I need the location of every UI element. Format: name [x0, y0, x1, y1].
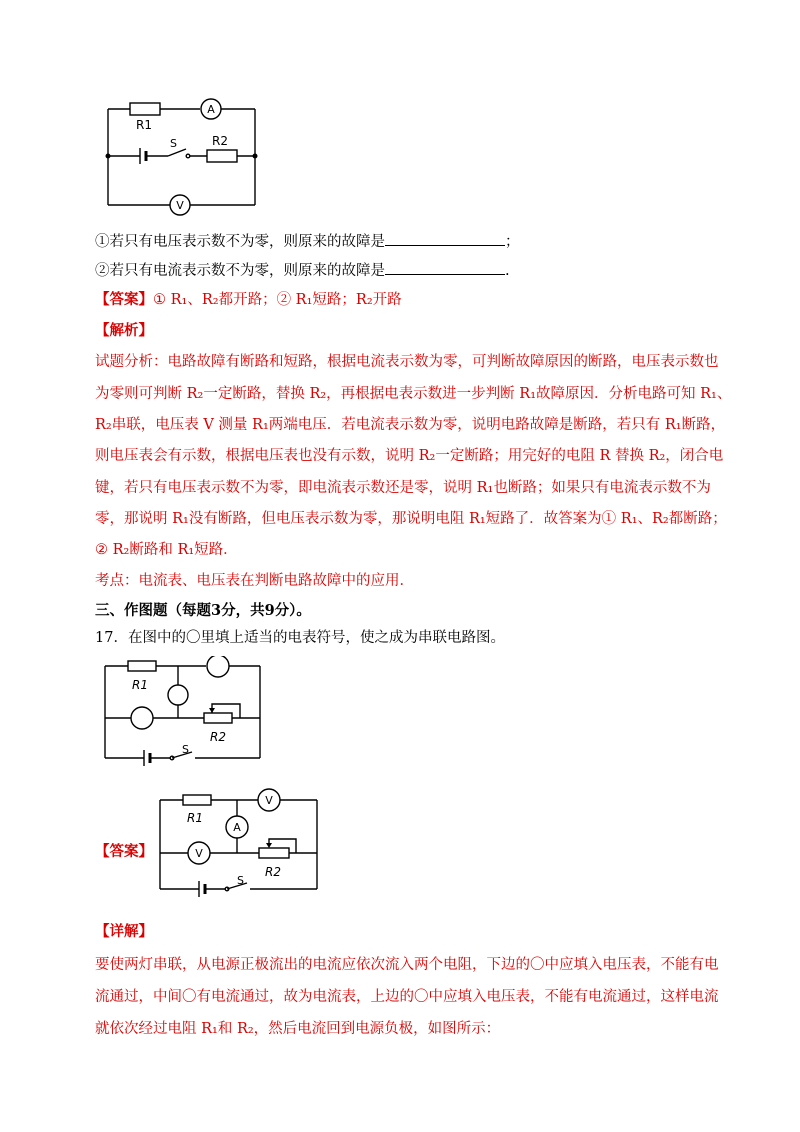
circuit-diagram-3: [155, 787, 325, 897]
answer-blank-b[interactable]: [385, 274, 505, 275]
resistor-r2: [207, 150, 237, 162]
r1-label: R1: [132, 678, 148, 692]
analysis-line: R₂串联，电压表 V 测量 R₁两端电压．若电流表示数为零，说明电路故障是断路，若只有 R₁断路，: [95, 417, 726, 433]
answer-2-label: 【答案】: [95, 843, 153, 860]
question-17: 17．在图中的〇里填上适当的电表符号，使之成为串联电路图。: [95, 630, 505, 646]
circuit-diagram-2: [100, 656, 270, 766]
r1-label: R1: [187, 811, 203, 825]
analysis-label: 【解析】: [95, 322, 153, 339]
left-meter-label: V: [195, 847, 203, 860]
detail-line: 流通过，中间〇有电流通过，故为电流表，上边的〇中应填入电压表，不能有电流通过，这样电流: [95, 989, 719, 1005]
question-a: ①若只有电压表示数不为零，则原来的故障是 ；: [95, 234, 520, 250]
kaodian-text: 考点：电流表、电压表在判断电路故障中的应用．: [95, 573, 414, 589]
empty-meter-left: [131, 707, 153, 729]
empty-meter-middle: [168, 685, 188, 705]
analysis-line: 试题分析：电路故障有断路和短路，根据电流表示数为零，可判断故障原因的断路，电压表示数也: [95, 354, 719, 370]
detail-line: 要使两灯串联，从电源正极流出的电流应依次流入两个电阻，下边的〇中应填入电压表，不能有电: [95, 957, 719, 973]
r2-label: R2: [210, 730, 226, 744]
r2-label: R2: [212, 134, 228, 148]
answer-1: 【答案】① R₁、R₂都开路；② R₁短路；R₂开路: [95, 291, 402, 308]
middle-meter-label: A: [233, 821, 241, 834]
switch-s: [168, 149, 186, 156]
switch-label: S: [237, 874, 244, 887]
analysis-line: ② R₂断路和 R₁短路．: [95, 542, 238, 558]
analysis-line: 则电压表会有示数，根据电压表也没有示数，说明 R₂一定断路；用完好的电阻 R 替换 R₂，闭合电: [95, 448, 724, 464]
rheostat-r2: [259, 848, 289, 858]
switch-label: S: [170, 137, 177, 150]
switch-label: S: [182, 743, 189, 756]
analysis-line: 零，那说明 R₁没有断路，但电压表示数为零，那说明电阻 R₁短路了．故答案为① R₁、R₂都断路；: [95, 511, 727, 527]
analysis-line: 键，若只有电压表示数不为零，即电流表示数还是零，说明 R₁也断路；如果只有电流表示数不为: [95, 480, 711, 496]
rheostat-r2: [204, 713, 232, 723]
circuit-diagram-1: [100, 92, 265, 217]
top-meter-label: V: [265, 794, 273, 807]
resistor-r1: [128, 661, 156, 671]
empty-meter-top: [207, 656, 229, 677]
r2-label: R2: [265, 865, 281, 879]
detail-line: 就依次经过电阻 R₁和 R₂，然后电流回到电源负极，如图所示：: [95, 1021, 501, 1037]
r1-label: R1: [136, 118, 152, 132]
section-heading: 三、作图题（每题3分，共9分）。: [95, 602, 311, 619]
answer-blank-a[interactable]: [385, 245, 505, 246]
resistor-r1: [183, 795, 211, 805]
analysis-line: 为零则可判断 R₂一定断路，替换 R₂，再根据电表示数进一步判断 R₁故障原因．分析电路可知 R₁、: [95, 386, 732, 402]
resistor-r1: [130, 103, 160, 115]
detail-label: 【详解】: [95, 923, 153, 940]
ammeter-label: A: [207, 103, 215, 116]
voltmeter-label: V: [176, 199, 184, 212]
question-b: ②若只有电流表示数不为零，则原来的故障是 .: [95, 263, 510, 279]
